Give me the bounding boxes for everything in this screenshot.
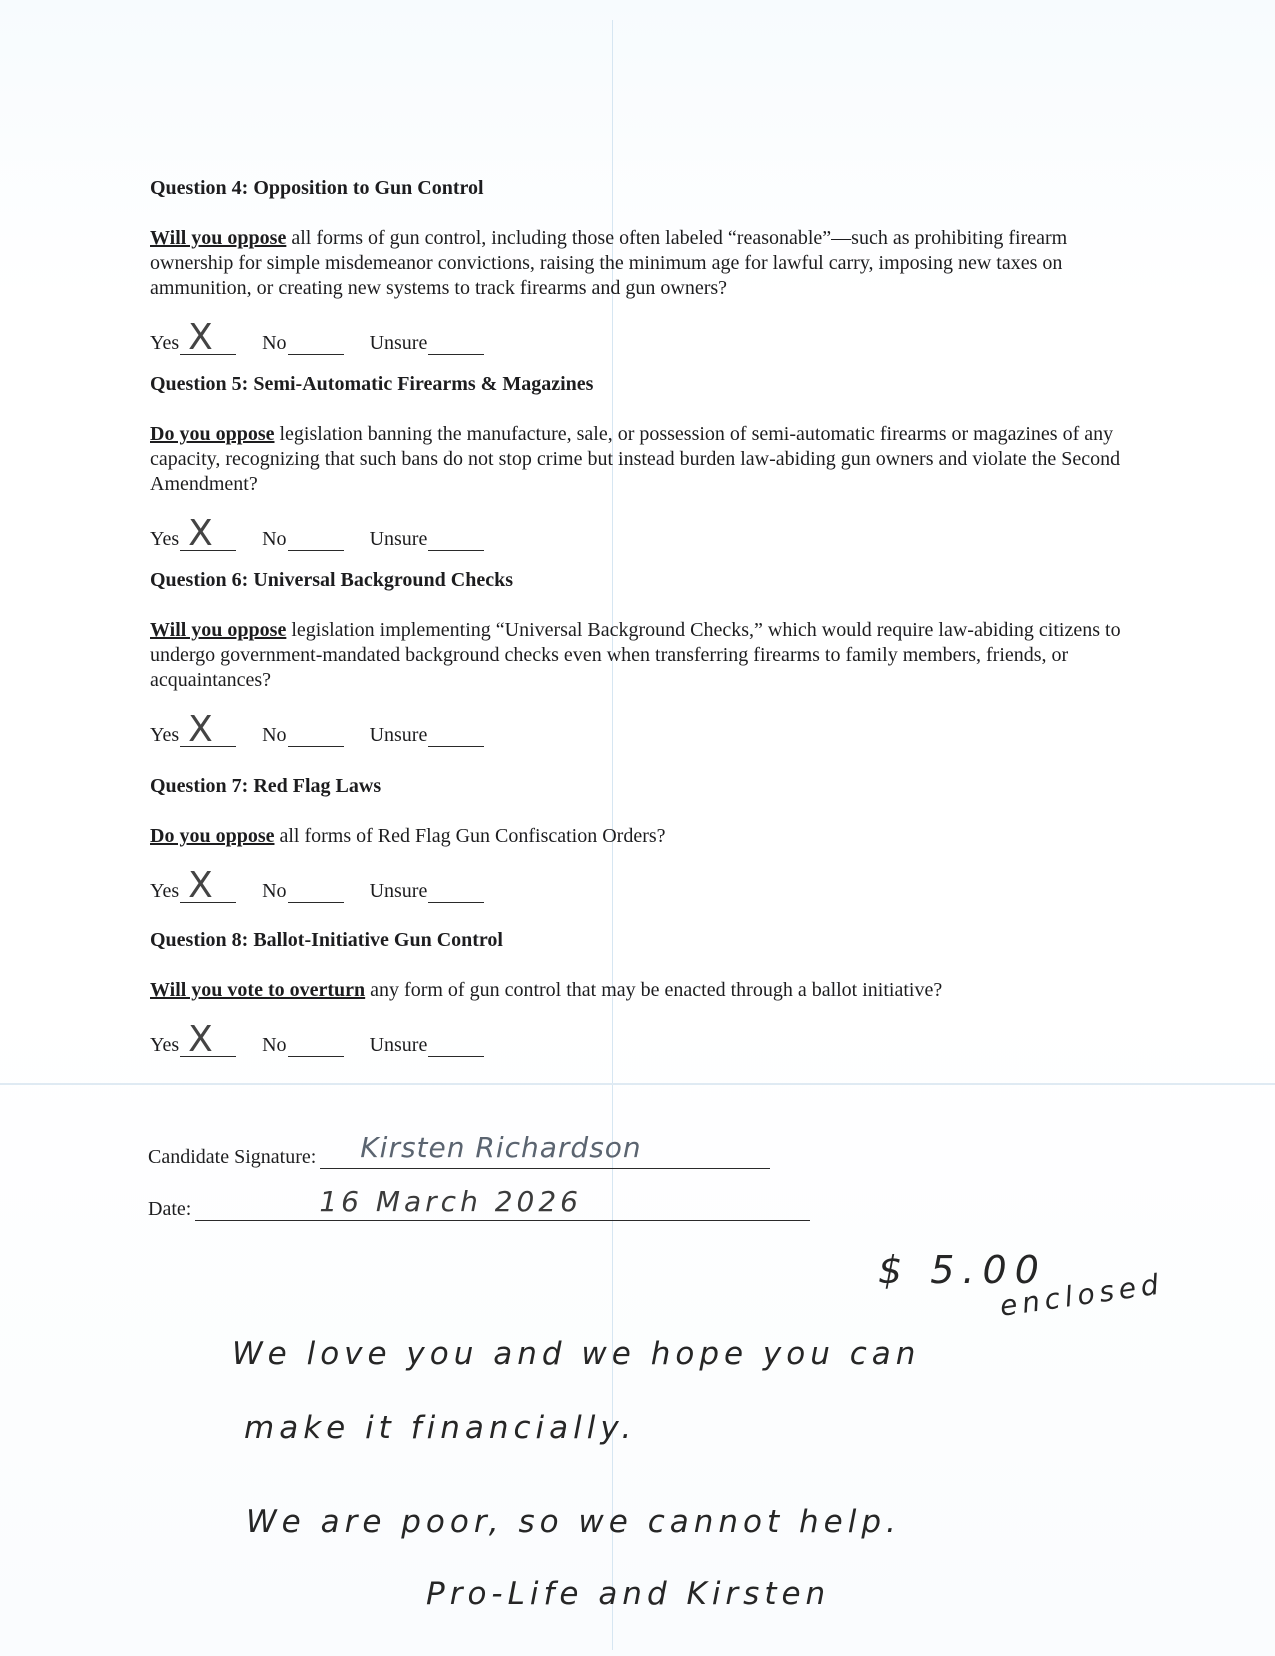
- question-4: [150, 176, 1130, 358]
- option-no[interactable]: No: [262, 528, 343, 551]
- date-value: 16 March 2026: [319, 1185, 582, 1218]
- answer-row: [150, 317, 1130, 358]
- note-line-4: Pro-Life and Kirsten: [426, 1576, 831, 1612]
- amount-text: $ 5.00: [878, 1248, 1047, 1292]
- question-body: legislation implementing “Universal Background Checks,” which would require law-abiding citizens to undergo government-mandated background checks even when transferring firearms to family members, friends, or acquaintances?: [150, 619, 1121, 691]
- option-no[interactable]: No: [262, 724, 343, 747]
- check-mark: X: [188, 865, 213, 906]
- check-mark: X: [188, 317, 213, 358]
- question-text: [150, 422, 1130, 497]
- option-no[interactable]: No: [262, 880, 343, 903]
- question-7: [150, 774, 1130, 906]
- question-6: [150, 568, 1130, 750]
- date-label: Date:: [148, 1198, 192, 1220]
- answer-row: [150, 513, 1130, 554]
- option-yes[interactable]: Yes X: [150, 332, 236, 355]
- option-yes[interactable]: Yes X: [150, 724, 236, 747]
- option-yes[interactable]: Yes X: [150, 880, 236, 903]
- option-unsure[interactable]: Unsure: [370, 528, 485, 551]
- question-text: [150, 618, 1130, 693]
- question-title: Question 7: Red Flag Laws: [150, 775, 382, 797]
- date-field[interactable]: [195, 1185, 810, 1221]
- question-title: Question 4: Opposition to Gun Control: [150, 177, 484, 199]
- note-line-3: We are poor, so we cannot help.: [246, 1504, 901, 1540]
- answer-row: [150, 1019, 1130, 1060]
- signature-field[interactable]: [320, 1131, 770, 1169]
- option-no[interactable]: No: [262, 1034, 343, 1057]
- note-line-1: We love you and we hope you can: [232, 1336, 921, 1372]
- question-body: legislation banning the manufacture, sale, or possession of semi-automatic firearms or magazines of any capacity, recognizing that such bans do not stop crime but instead burden law-abiding gun owners and violate the Second Amendment?: [150, 423, 1121, 495]
- question-8: [150, 928, 1130, 1060]
- question-body: all forms of Red Flag Gun Confiscation Orders?: [274, 825, 666, 847]
- answer-row: [150, 865, 1130, 906]
- question-text: [150, 226, 1130, 301]
- amount-note: enclosed: [997, 1267, 1166, 1323]
- signature-row: [148, 1131, 770, 1169]
- question-title: Question 6: Universal Background Checks: [150, 569, 514, 591]
- note-line-2: make it financially.: [244, 1410, 637, 1446]
- option-unsure[interactable]: Unsure: [370, 1034, 485, 1057]
- fold-crease-horizontal: [0, 1083, 1275, 1085]
- question-5: [150, 372, 1130, 554]
- question-title: Question 8: Ballot-Initiative Gun Control: [150, 929, 503, 951]
- question-lead: Will you oppose: [150, 227, 287, 249]
- option-no[interactable]: No: [262, 332, 343, 355]
- question-text: [150, 824, 1130, 849]
- question-body: any form of gun control that may be enacted through a ballot initiative?: [365, 979, 943, 1001]
- question-lead: Do you oppose: [150, 825, 275, 847]
- answer-row: [150, 709, 1130, 750]
- signature-value: Kirsten Richardson: [360, 1131, 642, 1164]
- question-lead: Do you oppose: [150, 423, 275, 445]
- question-title: Question 5: Semi-Automatic Firearms & Magazines: [150, 373, 594, 395]
- check-mark: X: [188, 513, 213, 554]
- option-unsure[interactable]: Unsure: [370, 724, 485, 747]
- question-body: all forms of gun control, including those often labeled “reasonable”—such as prohibiting firearm ownership for simple misdemeanor convictions, raising the minimum age for lawful carry, imposing new taxes on ammunition, or creating new systems to track firearms and gun owners?: [150, 227, 1068, 299]
- option-unsure[interactable]: Unsure: [370, 332, 485, 355]
- option-yes[interactable]: Yes X: [150, 1034, 236, 1057]
- check-mark: X: [188, 709, 213, 750]
- question-lead: Will you vote to overturn: [150, 979, 366, 1001]
- question-text: [150, 978, 1130, 1003]
- option-yes[interactable]: Yes X: [150, 528, 236, 551]
- option-unsure[interactable]: Unsure: [370, 880, 485, 903]
- check-mark: X: [188, 1019, 213, 1060]
- signature-label: Candidate Signature:: [148, 1146, 317, 1168]
- question-lead: Will you oppose: [150, 619, 287, 641]
- date-row: [148, 1185, 810, 1221]
